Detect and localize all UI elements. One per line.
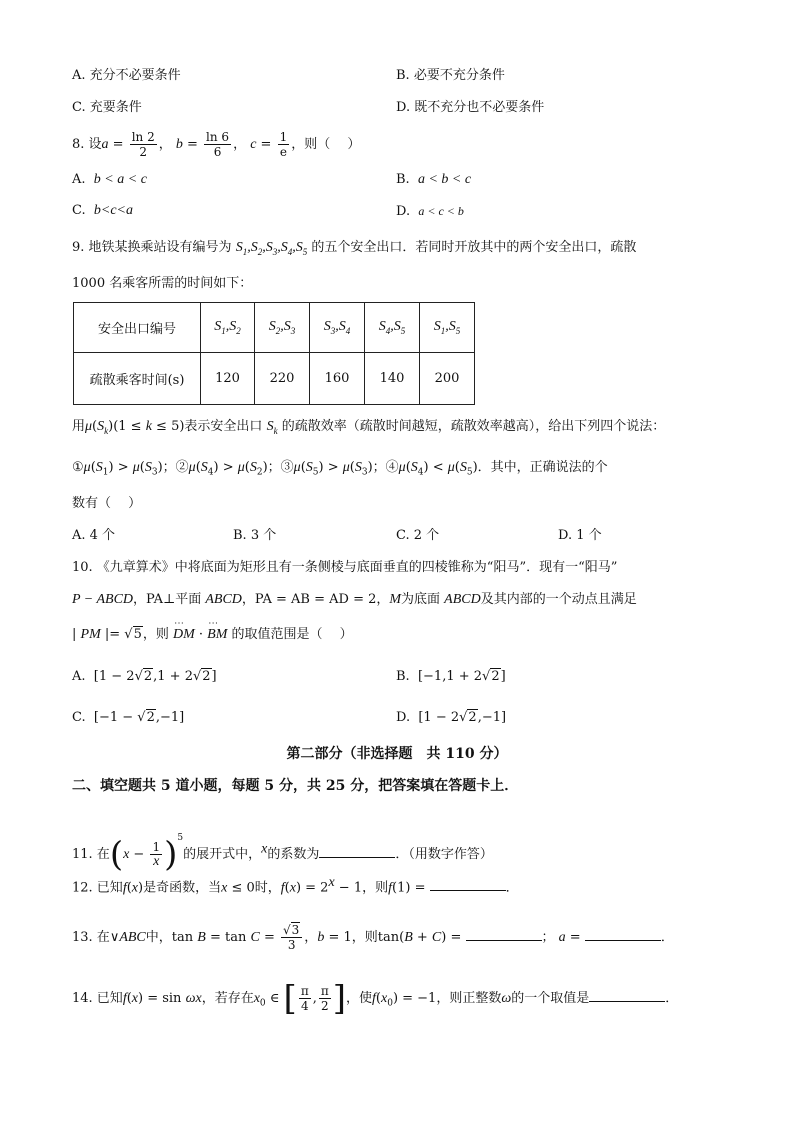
table-cell: 200	[420, 353, 475, 405]
table-cell: 120	[201, 353, 255, 405]
q12: 12. 已知f(x)是奇函数，当x ≤ 0时，$f(x) = 2^x - 1$，则f(1) = ．	[72, 875, 519, 896]
table-header-cell: $S_3,S_4$	[310, 303, 365, 353]
q10-option-c: C. [−1 − √2,−1]	[72, 710, 185, 725]
q9-line2: 1000 名乘客所需的时间如下：	[72, 276, 253, 291]
table-cell: 220	[255, 353, 310, 405]
table-header-cell: $S_2,S_3$	[255, 303, 310, 353]
q14: 14. 已知f(x) = sin ωx，若存在$x_0$ ∈ [ $\frac{\pi}{4}$ , $\frac{\pi}{2}$ ]，使$f(x_0) = -1$，则正整数ω的一个取值是 ．	[72, 978, 679, 1019]
table-header-cell: $S_1,S_5$	[420, 303, 475, 353]
q9-option-d: D. 1 个	[558, 528, 602, 543]
q9-option-a: A. 4 个	[72, 528, 116, 543]
q10-option-d: D. [1 − 2√2,−1]	[396, 710, 507, 725]
q9-option-c: C. 2 个	[396, 528, 440, 543]
table-header-cell: $S_1,S_2$	[201, 303, 255, 353]
q9-table	[73, 302, 475, 405]
q11: 11. 在(x − $\frac{1}{x}$ )$^5$的展开式中，$^x$的系数为 ．（用数字作答）	[72, 833, 493, 875]
table-row-label: 疏散乘客时间(s)	[74, 353, 201, 405]
q8-option-a: A. b < a < c	[72, 172, 147, 187]
q10-line3: | PM |= √5，则 ⋯ DM · ⋯ BM 的取值范围是（ ）	[72, 625, 353, 645]
part2-title: 第二部分（非选择题 共 110 分）	[286, 746, 508, 762]
section-heading: 二、填空题共 5 道小题，每题 5 分，共 25 分，把答案填在答题卡上．	[72, 778, 519, 794]
q8-option-d: D. a < c < b	[396, 204, 464, 219]
q9-line1: 9. 地铁某换乘站设有编号为 $S_1,S_2,S_3,S_4,S_5$ 的五个安全出口．若同时开放其中的两个安全出口，疏散	[72, 240, 637, 257]
q7-option-d: D. 既不充分也不必要条件	[396, 100, 545, 115]
table-header-label: 安全出口编号	[74, 303, 201, 353]
q9-line5: 数有（ ）	[72, 496, 142, 511]
table-header-cell: $S_4,S_5$	[365, 303, 420, 353]
q10-option-b: B. [−1,1 + 2√2]	[396, 669, 506, 684]
q10-line1: 10. 《九章算术》中将底面为矩形且有一条侧棱与底面垂直的四棱锥称为“阳马”．现有一“阳马”	[72, 560, 618, 575]
q7-option-b: B. 必要不充分条件	[396, 68, 505, 83]
q7-option-c: C. 充要条件	[72, 100, 142, 115]
q9-line4: $①\mu(S_1) > \mu(S_3)$；$②\mu(S_4) > \mu(S_2)$；$③\mu(S_5) > \mu(S_3)$；$④\mu(S_4) < \mu(S_5)$．其中，正确说法的个	[72, 460, 608, 478]
q10-line2: P − ABCD，PA⊥平面 ABCD，PA = AB = AD = 2，M为底面 ABCD及其内部的一个动点且满足	[72, 592, 637, 607]
q8-stem: 8. 设a = $\frac{\ln 2}{2}$ ， b = $\frac{\ln 6}{6}$ ， c = $\frac{1}{e}$ ，则（ ）	[72, 130, 361, 159]
q7-option-a: A. 充分不必要条件	[72, 68, 181, 83]
q9-option-b: B. 3 个	[233, 528, 277, 543]
q9-line3: 用$\mu(S_k)(1 \le k \le 5)$表示安全出口 $S_k$ 的疏散效率（疏散时间越短，疏散效率越高），给出下列四个说法：	[72, 419, 666, 436]
q8-option-c: C. b<c<a	[72, 203, 133, 218]
q13: 13. 在∨ABC中，tan B = tan C = $\frac{√3}{3}$ ，b = 1，则tan(B + C) = ； a = ．	[72, 923, 674, 952]
q10-option-a: A. [1 − 2√2,1 + 2√2]	[72, 669, 217, 684]
q8-option-b: B. a < b < c	[396, 172, 472, 187]
table-cell: 140	[365, 353, 420, 405]
table-cell: 160	[310, 353, 365, 405]
